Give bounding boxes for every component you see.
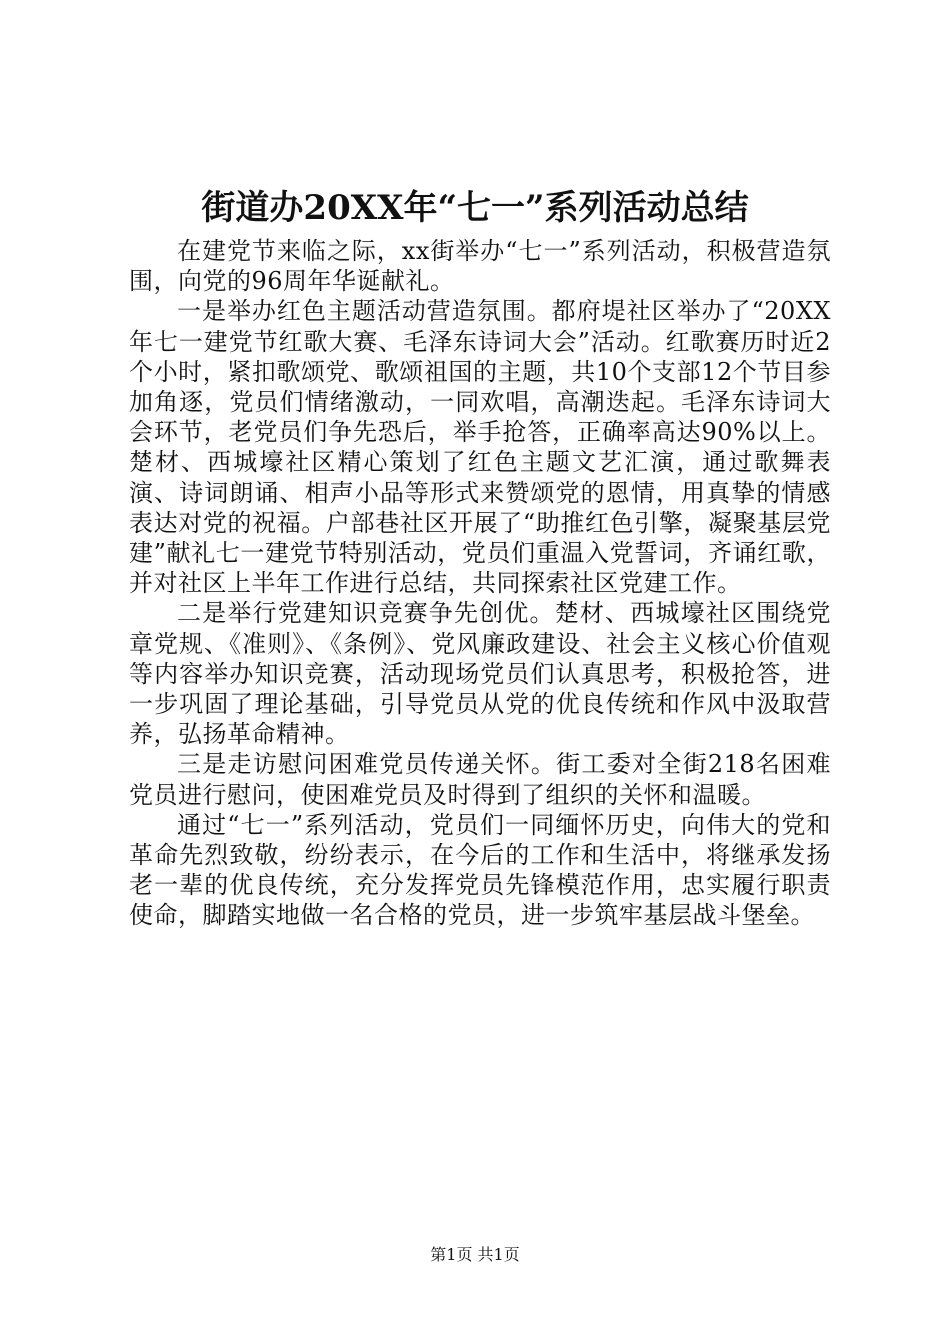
- paragraph-knowledge-contest: 二是举行党建知识竞赛争先创优。楚材、西城壕社区围绕党章党规、《准则》、《条例》、党风廉政建设、社会主义核心价值观等内容举办知识竞赛，活动现场党员们认真思考，积极抢答，进一步巩固了理论基础，引导党员从党的优良传统和作风中汲取营养，弘扬革命精神。: [129, 599, 831, 749]
- paragraph-conclusion: 通过“七一”系列活动，党员们一同缅怀历史，向伟大的党和革命先烈致敬，纷纷表示，在今后的工作和生活中，将继承发扬老一辈的优良传统，充分发挥党员先锋模范作用，忠实履行职责使命，脚踏实地做一名合格的党员，进一步筑牢基层战斗堡垒。: [129, 810, 831, 930]
- document-title: 街道办20XX年“七一”系列活动总结: [201, 188, 749, 228]
- paragraph-red-theme-activities: 一是举办红色主题活动营造氛围。都府堤社区举办了“20XX年七一建党节红歌大赛、毛泽东诗词大会”活动。红歌赛历时近2个小时，紧扣歌颂党、歌颂祖国的主题，共10个支部12个节目参加角逐，党员们情绪激动，一同欢唱，高潮迭起。毛泽东诗词大会环节，老党员们争先恐后，举手抢答，正确率高达90%以上。楚材、西城壕社区精心策划了红色主题文艺汇演，通过歌舞表演、诗词朗诵、相声小品等形式来赞颂党的恩情，用真挚的情感表达对党的祝福。户部巷社区开展了“助推红色引擎，凝聚基层党建”献礼七一建党节特别活动，党员们重温入党誓词，齐诵红歌，并对社区上半年工作进行总结，共同探索社区党建工作。: [129, 297, 831, 598]
- page-footer: 第1页 共1页: [430, 1245, 520, 1264]
- document-body: [129, 236, 831, 931]
- paragraph-visits: 三是走访慰问困难党员传递关怀。街工委对全街218名困难党员进行慰问，使困难党员及时得到了组织的关怀和温暖。: [129, 750, 831, 809]
- paragraph-intro: 在建党节来临之际，xx街举办“七一”系列活动，积极营造氛围，向党的96周年华诞献礼。: [129, 237, 831, 296]
